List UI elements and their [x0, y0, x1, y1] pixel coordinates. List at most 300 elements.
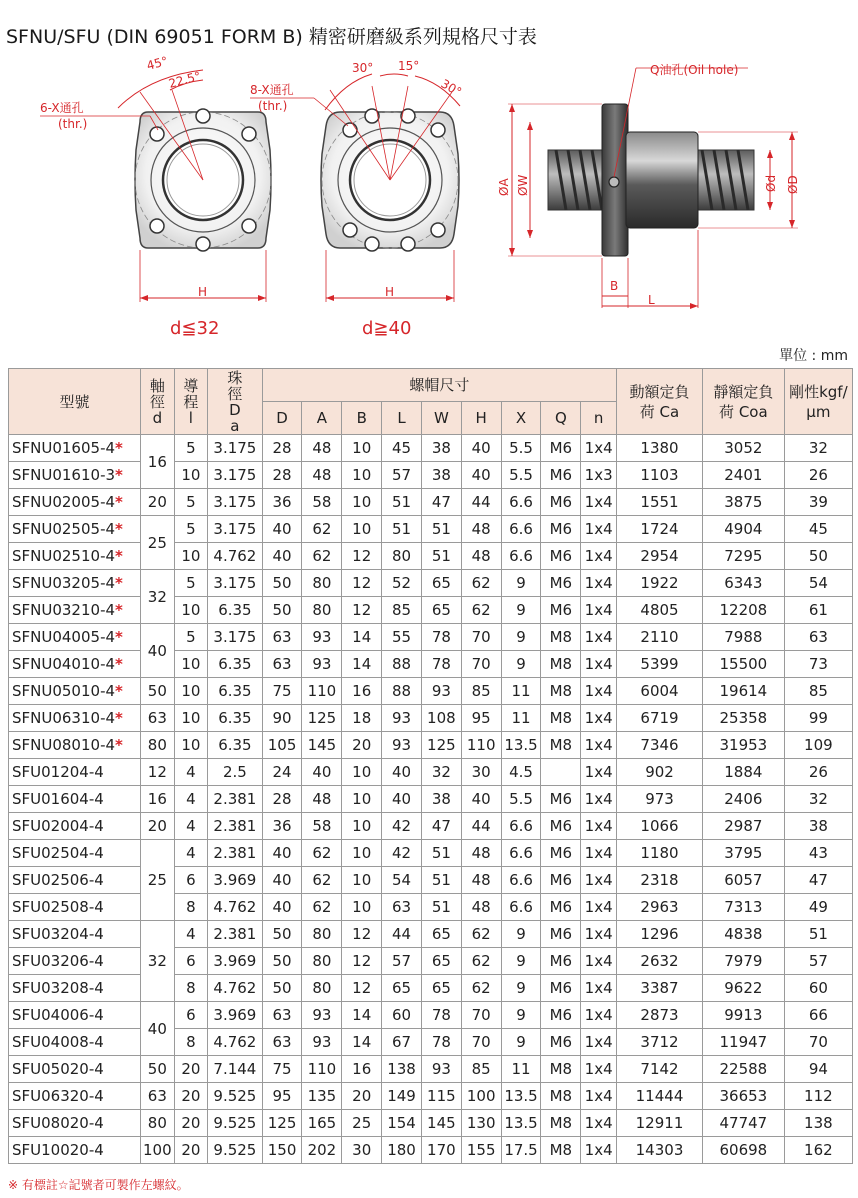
cell-a: 110 [302, 1056, 342, 1083]
cell-w: 170 [421, 1137, 461, 1164]
cell-rigidity: 99 [784, 705, 852, 732]
cell-x: 6.6 [501, 840, 541, 867]
table-row [9, 867, 853, 894]
cell-static-load: 15500 [702, 651, 784, 678]
cell-n: 1x4 [581, 489, 617, 516]
cell-w: 38 [421, 462, 461, 489]
cell-h: 40 [461, 462, 501, 489]
cell-lead: 4 [174, 759, 208, 786]
header-dyn-load-text: 動額定負荷 Ca [629, 382, 690, 421]
cell-q: M6 [541, 462, 581, 489]
cell-static-load: 12208 [702, 597, 784, 624]
cell-h: 62 [461, 975, 501, 1002]
cell-n: 1x4 [581, 570, 617, 597]
table-row [9, 894, 853, 921]
cell-lead: 10 [174, 651, 208, 678]
cell-a: 145 [302, 732, 342, 759]
cell-static-load: 2406 [702, 786, 784, 813]
cell-w: 65 [421, 570, 461, 597]
cell-static-load: 47747 [702, 1110, 784, 1137]
cell-dyn-load: 7346 [617, 732, 703, 759]
cell-d: 40 [262, 516, 302, 543]
model-text: SFU03204-4 [12, 925, 104, 943]
cell-x: 6.6 [501, 516, 541, 543]
cell-l: 54 [382, 867, 422, 894]
cell-lead: 5 [174, 516, 208, 543]
cell-dyn-load: 2963 [617, 894, 703, 921]
cell-static-load: 25358 [702, 705, 784, 732]
table-row [9, 1110, 853, 1137]
cell-b: 20 [342, 732, 382, 759]
cell-a: 93 [302, 651, 342, 678]
flange-front-view-8-hole [250, 59, 464, 339]
dim-h-left: H [198, 285, 208, 299]
cell-model [9, 840, 141, 867]
cell-w: 65 [421, 948, 461, 975]
cell-shaft: 32 [141, 570, 175, 624]
cell-d: 40 [262, 543, 302, 570]
cell-q: M6 [541, 1002, 581, 1029]
cell-lead: 10 [174, 462, 208, 489]
cell-w: 78 [421, 624, 461, 651]
technical-drawings [0, 50, 858, 345]
cell-lead: 4 [174, 786, 208, 813]
cell-dyn-load: 1724 [617, 516, 703, 543]
cell-b: 14 [342, 1029, 382, 1056]
cell-x: 13.5 [501, 1110, 541, 1137]
table-row [9, 678, 853, 705]
cell-l: 88 [382, 651, 422, 678]
cell-dyn-load: 2110 [617, 624, 703, 651]
holes-label-8: 8-X通孔 [250, 83, 294, 97]
model-text: SFNU04010-4 [12, 655, 116, 673]
cell-static-load: 3795 [702, 840, 784, 867]
cell-q: M8 [541, 1083, 581, 1110]
cell-d: 50 [262, 975, 302, 1002]
cell-rigidity: 94 [784, 1056, 852, 1083]
cell-shaft: 12 [141, 759, 175, 786]
cell-static-load: 2987 [702, 813, 784, 840]
cell-h: 48 [461, 867, 501, 894]
cell-l: 80 [382, 543, 422, 570]
unit-label: 單位 : mm [779, 348, 848, 364]
cell-q: M6 [541, 489, 581, 516]
cell-b: 12 [342, 570, 382, 597]
cell-x: 11 [501, 1056, 541, 1083]
cell-n: 1x4 [581, 921, 617, 948]
cell-static-load: 36653 [702, 1083, 784, 1110]
cell-q: M6 [541, 435, 581, 462]
cell-h: 30 [461, 759, 501, 786]
cell-n: 1x4 [581, 1083, 617, 1110]
cell-lead: 8 [174, 1029, 208, 1056]
angle-label-15: 15° [398, 59, 420, 73]
cell-a: 202 [302, 1137, 342, 1164]
holes-label: 6-X通孔 [40, 101, 84, 115]
cell-dyn-load: 2632 [617, 948, 703, 975]
cell-q: M8 [541, 705, 581, 732]
cell-b: 14 [342, 624, 382, 651]
cell-q: M6 [541, 840, 581, 867]
cell-a: 125 [302, 705, 342, 732]
cell-shaft: 20 [141, 489, 175, 516]
cell-d: 90 [262, 705, 302, 732]
cell-lead: 4 [174, 921, 208, 948]
table-body [9, 435, 853, 1164]
cell-n: 1x4 [581, 1056, 617, 1083]
cell-model [9, 732, 141, 759]
cell-model [9, 1029, 141, 1056]
table-row [9, 624, 853, 651]
angle-label-30-right: 30° [438, 76, 464, 100]
table-row [9, 1002, 853, 1029]
cell-q: M8 [541, 624, 581, 651]
cell-l: 65 [382, 975, 422, 1002]
cell-w: 145 [421, 1110, 461, 1137]
cell-a: 62 [302, 894, 342, 921]
cell-x: 6.6 [501, 894, 541, 921]
cell-dyn-load: 1180 [617, 840, 703, 867]
cell-d: 125 [262, 1110, 302, 1137]
dim-h-middle: H [385, 285, 395, 299]
cell-l: 67 [382, 1029, 422, 1056]
cell-static-load: 7988 [702, 624, 784, 651]
cell-model [9, 516, 141, 543]
cell-static-load: 6057 [702, 867, 784, 894]
cell-shaft: 80 [141, 732, 175, 759]
cell-static-load: 19614 [702, 678, 784, 705]
cell-q: M8 [541, 732, 581, 759]
table-row [9, 732, 853, 759]
cell-lead: 8 [174, 975, 208, 1002]
cell-l: 180 [382, 1137, 422, 1164]
dim-a-label: ØA [497, 178, 511, 196]
cell-h: 62 [461, 570, 501, 597]
table-row [9, 597, 853, 624]
cell-model [9, 1002, 141, 1029]
cell-d: 24 [262, 759, 302, 786]
cell-model [9, 624, 141, 651]
cell-rigidity: 70 [784, 1029, 852, 1056]
cell-ball: 2.381 [208, 786, 263, 813]
cell-ball: 4.762 [208, 894, 263, 921]
cell-a: 62 [302, 543, 342, 570]
cell-d: 75 [262, 678, 302, 705]
cell-dyn-load: 973 [617, 786, 703, 813]
cell-b: 16 [342, 678, 382, 705]
cell-ball: 6.35 [208, 597, 263, 624]
cell-a: 58 [302, 489, 342, 516]
model-text: SFNU02510-4 [12, 547, 116, 565]
cell-h: 48 [461, 543, 501, 570]
cell-h: 70 [461, 651, 501, 678]
header-dim-h: H [461, 402, 501, 435]
cell-b: 10 [342, 894, 382, 921]
cell-w: 51 [421, 894, 461, 921]
cell-ball: 4.762 [208, 975, 263, 1002]
cell-q: M6 [541, 516, 581, 543]
cell-lead: 4 [174, 813, 208, 840]
table-row [9, 813, 853, 840]
table-row [9, 570, 853, 597]
holes-thr-label-8: (thr.) [258, 99, 288, 113]
cell-w: 47 [421, 813, 461, 840]
header-model: 型號 [9, 369, 141, 435]
header-dim-w: W [421, 402, 461, 435]
cell-n: 1x4 [581, 759, 617, 786]
cell-b: 10 [342, 435, 382, 462]
cell-model [9, 543, 141, 570]
cell-rigidity: 54 [784, 570, 852, 597]
cell-shaft: 63 [141, 1083, 175, 1110]
header-dim-d: D [262, 402, 302, 435]
table-row [9, 948, 853, 975]
cell-x: 5.5 [501, 462, 541, 489]
cell-l: 154 [382, 1110, 422, 1137]
cell-q: M6 [541, 570, 581, 597]
cell-x: 9 [501, 597, 541, 624]
cell-ball: 3.969 [208, 948, 263, 975]
model-text: SFNU08010-4 [12, 736, 116, 754]
cell-d: 75 [262, 1056, 302, 1083]
cell-l: 42 [382, 840, 422, 867]
cell-w: 78 [421, 1029, 461, 1056]
cell-w: 65 [421, 597, 461, 624]
cell-a: 80 [302, 570, 342, 597]
cell-ball: 3.969 [208, 1002, 263, 1029]
cell-b: 14 [342, 1002, 382, 1029]
star-mark: * [115, 628, 123, 646]
nut-side-view [497, 62, 800, 309]
cell-l: 93 [382, 732, 422, 759]
cell-ball: 4.762 [208, 543, 263, 570]
cell-b: 10 [342, 759, 382, 786]
cell-shaft: 50 [141, 1056, 175, 1083]
cell-d: 40 [262, 894, 302, 921]
model-text: SFNU04005-4 [12, 628, 116, 646]
cell-q: M6 [541, 786, 581, 813]
table-row [9, 651, 853, 678]
cell-h: 95 [461, 705, 501, 732]
oil-hole-label: Q油孔(Oil hole) [650, 63, 739, 77]
cell-n: 1x3 [581, 462, 617, 489]
cell-ball: 9.525 [208, 1137, 263, 1164]
cell-model [9, 1056, 141, 1083]
cell-a: 80 [302, 975, 342, 1002]
cell-rigidity: 60 [784, 975, 852, 1002]
cell-rigidity: 47 [784, 867, 852, 894]
cell-b: 14 [342, 651, 382, 678]
cell-rigidity: 138 [784, 1110, 852, 1137]
cell-lead: 5 [174, 489, 208, 516]
cell-h: 48 [461, 840, 501, 867]
table-row [9, 543, 853, 570]
table-row [9, 1083, 853, 1110]
model-text: SFU02506-4 [12, 871, 104, 889]
model-text: SFNU03210-4 [12, 601, 116, 619]
angle-label-22-5: 22.5° [167, 68, 203, 91]
cell-d: 40 [262, 840, 302, 867]
cell-a: 165 [302, 1110, 342, 1137]
cell-q: M8 [541, 651, 581, 678]
cell-static-load: 2401 [702, 462, 784, 489]
cell-static-load: 3052 [702, 435, 784, 462]
cell-l: 52 [382, 570, 422, 597]
cell-w: 51 [421, 516, 461, 543]
cell-h: 62 [461, 921, 501, 948]
table-row [9, 786, 853, 813]
cell-x: 9 [501, 624, 541, 651]
cell-model [9, 597, 141, 624]
cell-dyn-load: 4805 [617, 597, 703, 624]
cell-dyn-load: 2954 [617, 543, 703, 570]
cell-n: 1x4 [581, 1029, 617, 1056]
cell-model [9, 813, 141, 840]
cell-l: 44 [382, 921, 422, 948]
cell-static-load: 60698 [702, 1137, 784, 1164]
cell-l: 51 [382, 516, 422, 543]
star-mark: * [115, 520, 123, 538]
cell-shaft: 16 [141, 786, 175, 813]
cell-model [9, 921, 141, 948]
cell-rigidity: 61 [784, 597, 852, 624]
cell-w: 65 [421, 975, 461, 1002]
cell-w: 93 [421, 1056, 461, 1083]
header-dim-b: B [342, 402, 382, 435]
cell-lead: 10 [174, 732, 208, 759]
cell-lead: 10 [174, 543, 208, 570]
cell-q: M8 [541, 1137, 581, 1164]
cell-lead: 8 [174, 894, 208, 921]
cell-shaft: 50 [141, 678, 175, 705]
header-nut-dims: 螺帽尺寸 [262, 369, 616, 402]
cell-lead: 10 [174, 705, 208, 732]
cell-h: 130 [461, 1110, 501, 1137]
cell-q: M6 [541, 867, 581, 894]
cell-h: 48 [461, 516, 501, 543]
angle-label-45: 45° [145, 53, 170, 73]
cell-shaft: 25 [141, 516, 175, 570]
header-dyn-load [617, 369, 703, 435]
cell-n: 1x4 [581, 624, 617, 651]
model-text: SFU04008-4 [12, 1033, 104, 1051]
cell-x: 9 [501, 1029, 541, 1056]
cell-x: 6.6 [501, 543, 541, 570]
cell-a: 48 [302, 435, 342, 462]
cell-d: 63 [262, 651, 302, 678]
cell-b: 20 [342, 1083, 382, 1110]
cell-n: 1x4 [581, 543, 617, 570]
cell-shaft: 16 [141, 435, 175, 489]
cell-rigidity: 43 [784, 840, 852, 867]
cell-ball: 9.525 [208, 1083, 263, 1110]
cell-a: 62 [302, 516, 342, 543]
cell-n: 1x4 [581, 867, 617, 894]
cell-n: 1x4 [581, 1137, 617, 1164]
cell-dyn-load: 2318 [617, 867, 703, 894]
dim-b-label: B [610, 279, 619, 293]
cell-rigidity: 63 [784, 624, 852, 651]
angle-label-30-left: 30° [352, 61, 374, 75]
model-text: SFNU02005-4 [12, 493, 116, 511]
cell-h: 44 [461, 489, 501, 516]
cell-ball: 6.35 [208, 705, 263, 732]
cell-dyn-load: 7142 [617, 1056, 703, 1083]
cell-rigidity: 109 [784, 732, 852, 759]
model-text: SFU02004-4 [12, 817, 104, 835]
cell-b: 25 [342, 1110, 382, 1137]
cell-q: M6 [541, 948, 581, 975]
cell-d: 36 [262, 489, 302, 516]
cell-l: 63 [382, 894, 422, 921]
spec-table [8, 368, 853, 1164]
cell-a: 110 [302, 678, 342, 705]
cell-n: 1x4 [581, 1002, 617, 1029]
model-text: SFU01204-4 [12, 763, 104, 781]
cell-l: 40 [382, 786, 422, 813]
cell-b: 10 [342, 786, 382, 813]
cell-static-load: 7979 [702, 948, 784, 975]
cell-rigidity: 66 [784, 1002, 852, 1029]
model-text: SFU02504-4 [12, 844, 104, 862]
cell-x: 11 [501, 705, 541, 732]
cell-a: 93 [302, 624, 342, 651]
cell-q: M6 [541, 813, 581, 840]
cell-n: 1x4 [581, 813, 617, 840]
cell-lead: 20 [174, 1083, 208, 1110]
model-text: SFNU01605-4 [12, 439, 116, 457]
model-text: SFU04006-4 [12, 1006, 104, 1024]
cell-rigidity: 50 [784, 543, 852, 570]
cell-static-load: 3875 [702, 489, 784, 516]
table-row [9, 435, 853, 462]
cell-q: M6 [541, 894, 581, 921]
cell-n: 1x4 [581, 840, 617, 867]
header-dim-n: n [581, 402, 617, 435]
cell-dyn-load: 1551 [617, 489, 703, 516]
cell-h: 62 [461, 597, 501, 624]
cell-lead: 10 [174, 678, 208, 705]
page-title: SFNU/SFU (DIN 69051 FORM B) 精密研磨級系列規格尺寸表 [6, 26, 537, 48]
header-dim-x: X [501, 402, 541, 435]
cell-b: 10 [342, 867, 382, 894]
table-row [9, 921, 853, 948]
cell-dyn-load: 5399 [617, 651, 703, 678]
cell-b: 12 [342, 948, 382, 975]
dim-d-label: ØD [786, 175, 800, 194]
model-text: SFU06320-4 [12, 1087, 104, 1105]
cell-h: 155 [461, 1137, 501, 1164]
cell-shaft: 25 [141, 840, 175, 921]
cell-rigidity: 73 [784, 651, 852, 678]
cell-rigidity: 85 [784, 678, 852, 705]
cell-static-load: 6343 [702, 570, 784, 597]
cell-shaft: 63 [141, 705, 175, 732]
cell-w: 47 [421, 489, 461, 516]
cell-model [9, 867, 141, 894]
model-text: SFU10020-4 [12, 1141, 104, 1159]
cell-h: 40 [461, 786, 501, 813]
cell-rigidity: 39 [784, 489, 852, 516]
cell-dyn-load: 1296 [617, 921, 703, 948]
cell-static-load: 4904 [702, 516, 784, 543]
cell-lead: 5 [174, 570, 208, 597]
cell-static-load: 9622 [702, 975, 784, 1002]
cell-n: 1x4 [581, 678, 617, 705]
cell-x: 6.6 [501, 813, 541, 840]
cell-w: 108 [421, 705, 461, 732]
header-dim-a: A [302, 402, 342, 435]
